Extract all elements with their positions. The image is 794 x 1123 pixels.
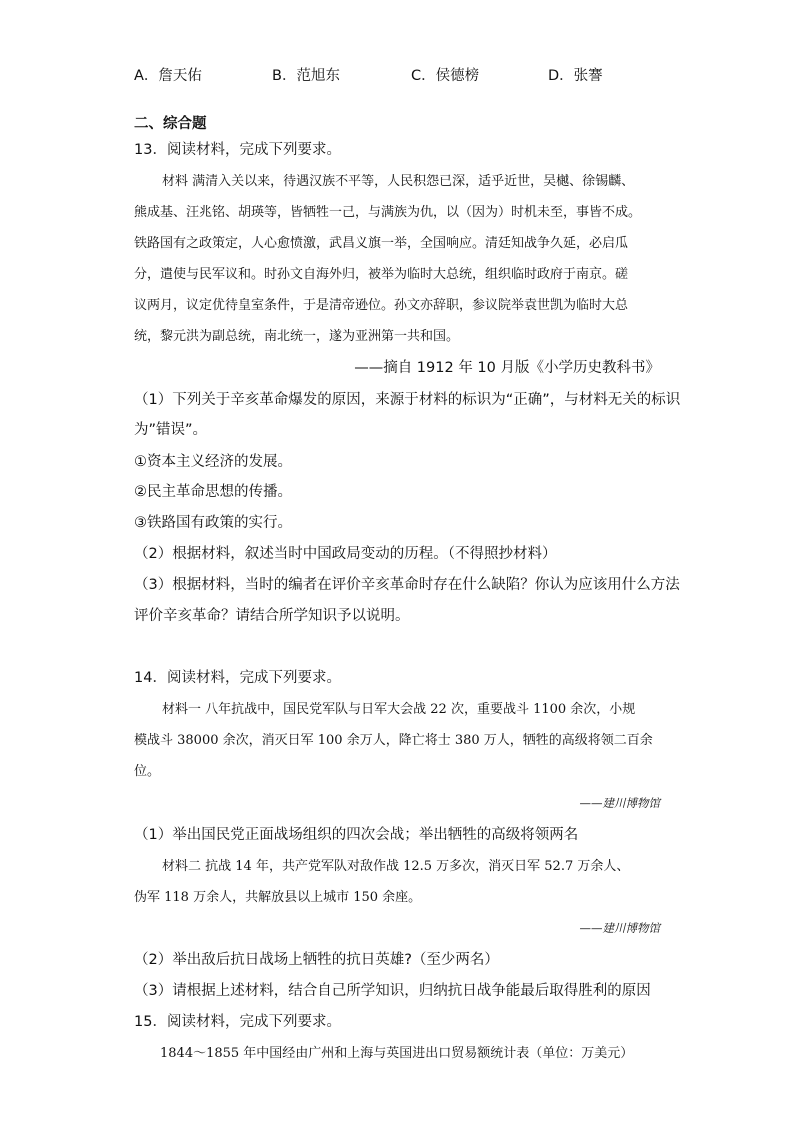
q14-m1-line: 模战斗 38000 余次，消灭日军 100 余万人，降亡将士 380 万人，牺牲的高级将领二百余 bbox=[134, 733, 653, 748]
q14-prompt: 14．阅读材料，完成下列要求。 bbox=[134, 670, 341, 686]
q13-material-line: 分，遣使与民军议和。时孙文自海外归，被举为临时大总统，组织临时政府于南京。磋 bbox=[134, 267, 629, 282]
q13-sub2: （2）根据材料，叙述当时中国政局变动的历程。（不得照抄材料） bbox=[134, 546, 557, 562]
option-d: D．张謇 bbox=[548, 68, 603, 84]
q13-sub1-line: （1）下列关于辛亥革命爆发的原因，来源于材料的标识为“正确”，与材料无关的标识 bbox=[134, 392, 681, 408]
q13-item: ③铁路国有政策的实行。 bbox=[134, 515, 292, 531]
q13-prompt: 13．阅读材料，完成下列要求。 bbox=[134, 142, 341, 158]
q14-sub1: （1）举出国民党正面战场组织的四次会战；举出牺牲的高级将领两名 bbox=[134, 827, 579, 843]
q14-m1-source: ——建川博物馆 bbox=[579, 796, 660, 810]
q14-m2-line: 材料二 抗战 14 年，共产党军队对敌作战 12.5 万多次，消灭日军 52.7 万余人、 bbox=[162, 859, 630, 874]
q13-source: ——摘自 1912 年 10 月版《小学历史教科书》 bbox=[354, 360, 660, 376]
q15-table-caption: 1844～1855 年中国经由广州和上海与英国进出口贸易额统计表（单位：万美元） bbox=[160, 1046, 634, 1061]
q14-sub2: （2）举出敌后抗日战场上牺牲的抗日英雄?（至少两名） bbox=[134, 952, 499, 968]
q14-sub3: （3）请根据上述材料，结合自己所学知识，归纳抗日战争能最后取得胜利的原因 bbox=[134, 983, 651, 999]
q13-sub3-line: 评价辛亥革命？请结合所学知识予以说明。 bbox=[134, 608, 410, 624]
q14-m1-line: 材料一 八年抗战中，国民党军队与日军大会战 22 次，重要战斗 1100 余次，小规 bbox=[162, 702, 636, 717]
option-c: C．侯德榜 bbox=[411, 68, 480, 84]
q13-item: ②民主革命思想的传播。 bbox=[134, 484, 292, 500]
section-title: 二、综合题 bbox=[134, 116, 207, 132]
option-a: A．詹天佑 bbox=[134, 68, 202, 84]
option-b: B．范旭东 bbox=[272, 68, 340, 84]
q14-m2-line: 伪军 118 万余人，共解放县以上城市 150 余座。 bbox=[134, 890, 422, 905]
q13-material-line: 铁路国有之政策定，人心愈愤激，武昌义旗一举，全国响应。清廷知战争久延，必启瓜 bbox=[134, 236, 629, 251]
q13-material-line: 材料 满清入关以来，待遇汉族不平等，人民积怨已深，适乎近世，吴樾、徐锡麟、 bbox=[162, 174, 635, 189]
q14-m1-line: 位。 bbox=[134, 764, 161, 779]
q13-sub3-line: （3）根据材料，当时的编者在评价辛亥革命时存在什么缺陷？你认为应该用什么方法 bbox=[134, 577, 680, 593]
q13-material-line: 熊成基、汪兆铭、胡瑛等，皆牺牲一己，与满族为仇，以（因为）时机未至，事皆不成。 bbox=[134, 205, 642, 220]
q15-prompt: 15．阅读材料，完成下列要求。 bbox=[134, 1014, 341, 1030]
q13-material-line: 统，黎元洪为副总统，南北统一，遂为亚洲第一共和国。 bbox=[134, 329, 460, 344]
q13-item: ①资本主义经济的发展。 bbox=[134, 454, 292, 470]
q14-m2-source: ——建川博物馆 bbox=[579, 921, 660, 935]
q13-material-line: 议两月，议定优待皇室条件，于是清帝逊位。孙文亦辞职，参议院举袁世凯为临时大总 bbox=[134, 298, 629, 313]
q13-sub1-line: 为”错误”。 bbox=[134, 422, 208, 438]
